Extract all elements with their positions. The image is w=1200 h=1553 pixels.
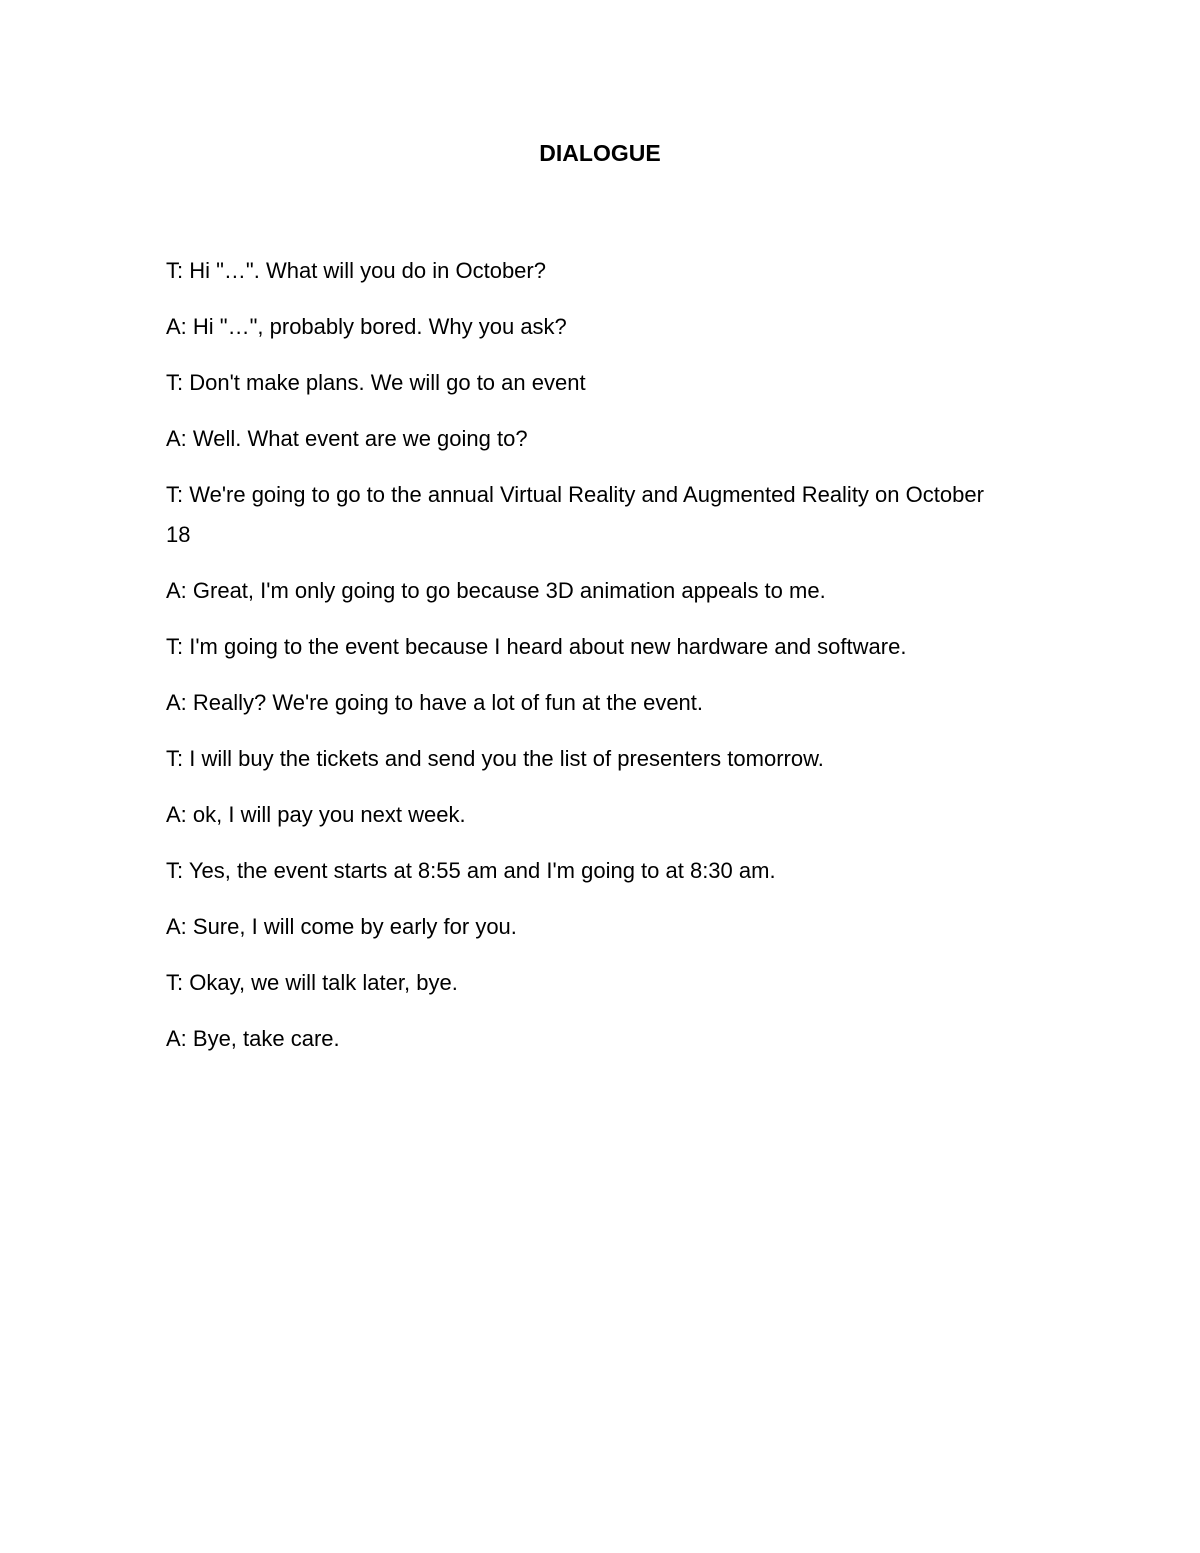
- dialogue-line: T: Don't make plans. We will go to an event: [166, 370, 586, 395]
- dialogue-line: T: I will buy the tickets and send you the list of presenters tomorrow.: [166, 746, 824, 771]
- dialogue-line: T: Hi "…". What will you do in October?: [166, 258, 546, 283]
- dialogue-line: A: Bye, take care.: [166, 1026, 340, 1051]
- dialogue-line: T: We're going to go to the annual Virtual Reality and Augmented Reality on October 18: [166, 482, 984, 547]
- dialogue-line: T: Okay, we will talk later, bye.: [166, 970, 458, 995]
- dialogue-line: T: I'm going to the event because I heard about new hardware and software.: [166, 634, 907, 659]
- dialogue-list: [166, 251, 986, 1075]
- dialogue-line: A: Really? We're going to have a lot of fun at the event.: [166, 690, 704, 715]
- dialogue-line: A: Great, I'm only going to go because 3D animation appeals to me.: [166, 578, 826, 603]
- document-title: DIALOGUE: [539, 140, 661, 166]
- dialogue-line: A: Well. What event are we going to?: [166, 426, 528, 451]
- dialogue-line: A: Sure, I will come by early for you.: [166, 914, 517, 939]
- dialogue-line: T: Yes, the event starts at 8:55 am and I'm going to at 8:30 am.: [166, 858, 776, 883]
- dialogue-line: A: ok, I will pay you next week.: [166, 802, 466, 827]
- dialogue-line: A: Hi "…", probably bored. Why you ask?: [166, 314, 567, 339]
